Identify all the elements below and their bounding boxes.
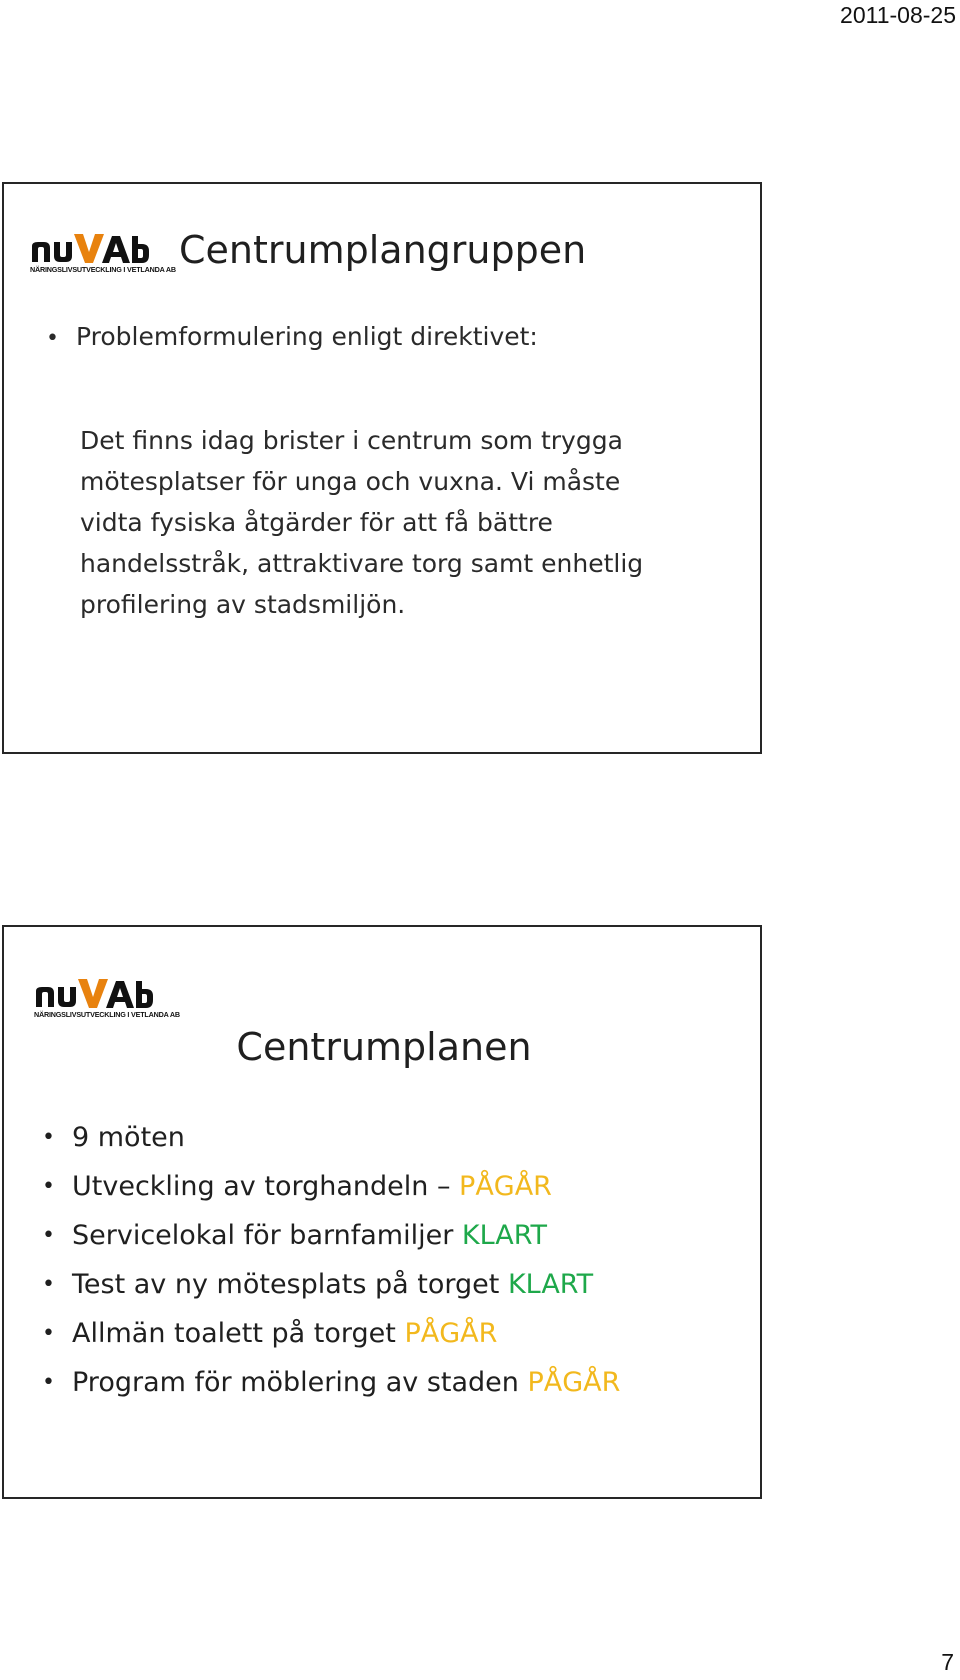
problem-paragraph	[80, 420, 720, 625]
paragraph-line: vidta fysiska åtgärder för att få bättre	[80, 508, 553, 537]
status-label: KLART	[507, 1269, 594, 1300]
bullet-icon: •	[42, 1370, 55, 1395]
bullet-icon: •	[46, 326, 59, 351]
slide-centrumplangruppen	[2, 182, 762, 754]
nuvab-logo	[34, 977, 184, 1019]
slide-centrumplanen	[2, 925, 762, 1499]
item-text: Utveckling av torghandeln –	[72, 1171, 460, 1202]
item-text: Allmän toalett på torget	[72, 1318, 405, 1349]
item-text: 9 möten	[72, 1122, 185, 1153]
slide-title-text: Centrumplanen	[236, 1025, 532, 1069]
bullet-icon: •	[42, 1223, 55, 1248]
bullet-icon: •	[42, 1272, 55, 1297]
status-label: PÅGÅR	[404, 1318, 498, 1349]
status-list	[42, 1113, 620, 1407]
bullet-icon: •	[42, 1321, 55, 1346]
nuvab-logo-icon	[30, 232, 150, 266]
list-item	[42, 1309, 620, 1358]
paragraph-line: mötesplatser för unga och vuxna. Vi måste	[80, 467, 621, 496]
bullet-icon: •	[42, 1174, 55, 1199]
nuvab-logo-icon	[34, 977, 154, 1011]
logo-caption: NÄRINGSLIVSUTVECKLING I VETLANDA AB	[34, 1010, 180, 1019]
paragraph-line: Det finns idag brister i centrum som trygga	[80, 426, 623, 455]
page-number: 7	[941, 1649, 954, 1675]
nuvab-logo	[30, 232, 180, 274]
item-text: Test av ny mötesplats på torget	[72, 1269, 508, 1300]
bullet-text: Problemformulering enligt direktivet:	[76, 322, 538, 351]
slide-title: Centrumplangruppen	[179, 228, 587, 272]
list-item	[42, 1113, 620, 1162]
slide-title	[4, 1025, 764, 1069]
paragraph-line: handelsstråk, attraktivare torg samt enhetlig	[80, 549, 644, 578]
item-text: Program för möblering av staden	[72, 1367, 528, 1398]
list-item	[42, 1211, 620, 1260]
list-item	[42, 1260, 620, 1309]
list-item	[42, 1162, 620, 1211]
logo-caption: NÄRINGSLIVSUTVECKLING I VETLANDA AB	[30, 265, 176, 274]
list-item	[42, 1358, 620, 1407]
bullet-icon: •	[42, 1125, 55, 1150]
page-date: 2011-08-25	[840, 2, 956, 28]
status-label: KLART	[461, 1220, 548, 1251]
bullet-item	[46, 322, 538, 351]
paragraph-line: profilering av stadsmiljön.	[80, 590, 406, 619]
item-text: Servicelokal för barnfamiljer	[72, 1220, 462, 1251]
status-label: PÅGÅR	[459, 1171, 552, 1202]
status-label: PÅGÅR	[527, 1367, 621, 1398]
